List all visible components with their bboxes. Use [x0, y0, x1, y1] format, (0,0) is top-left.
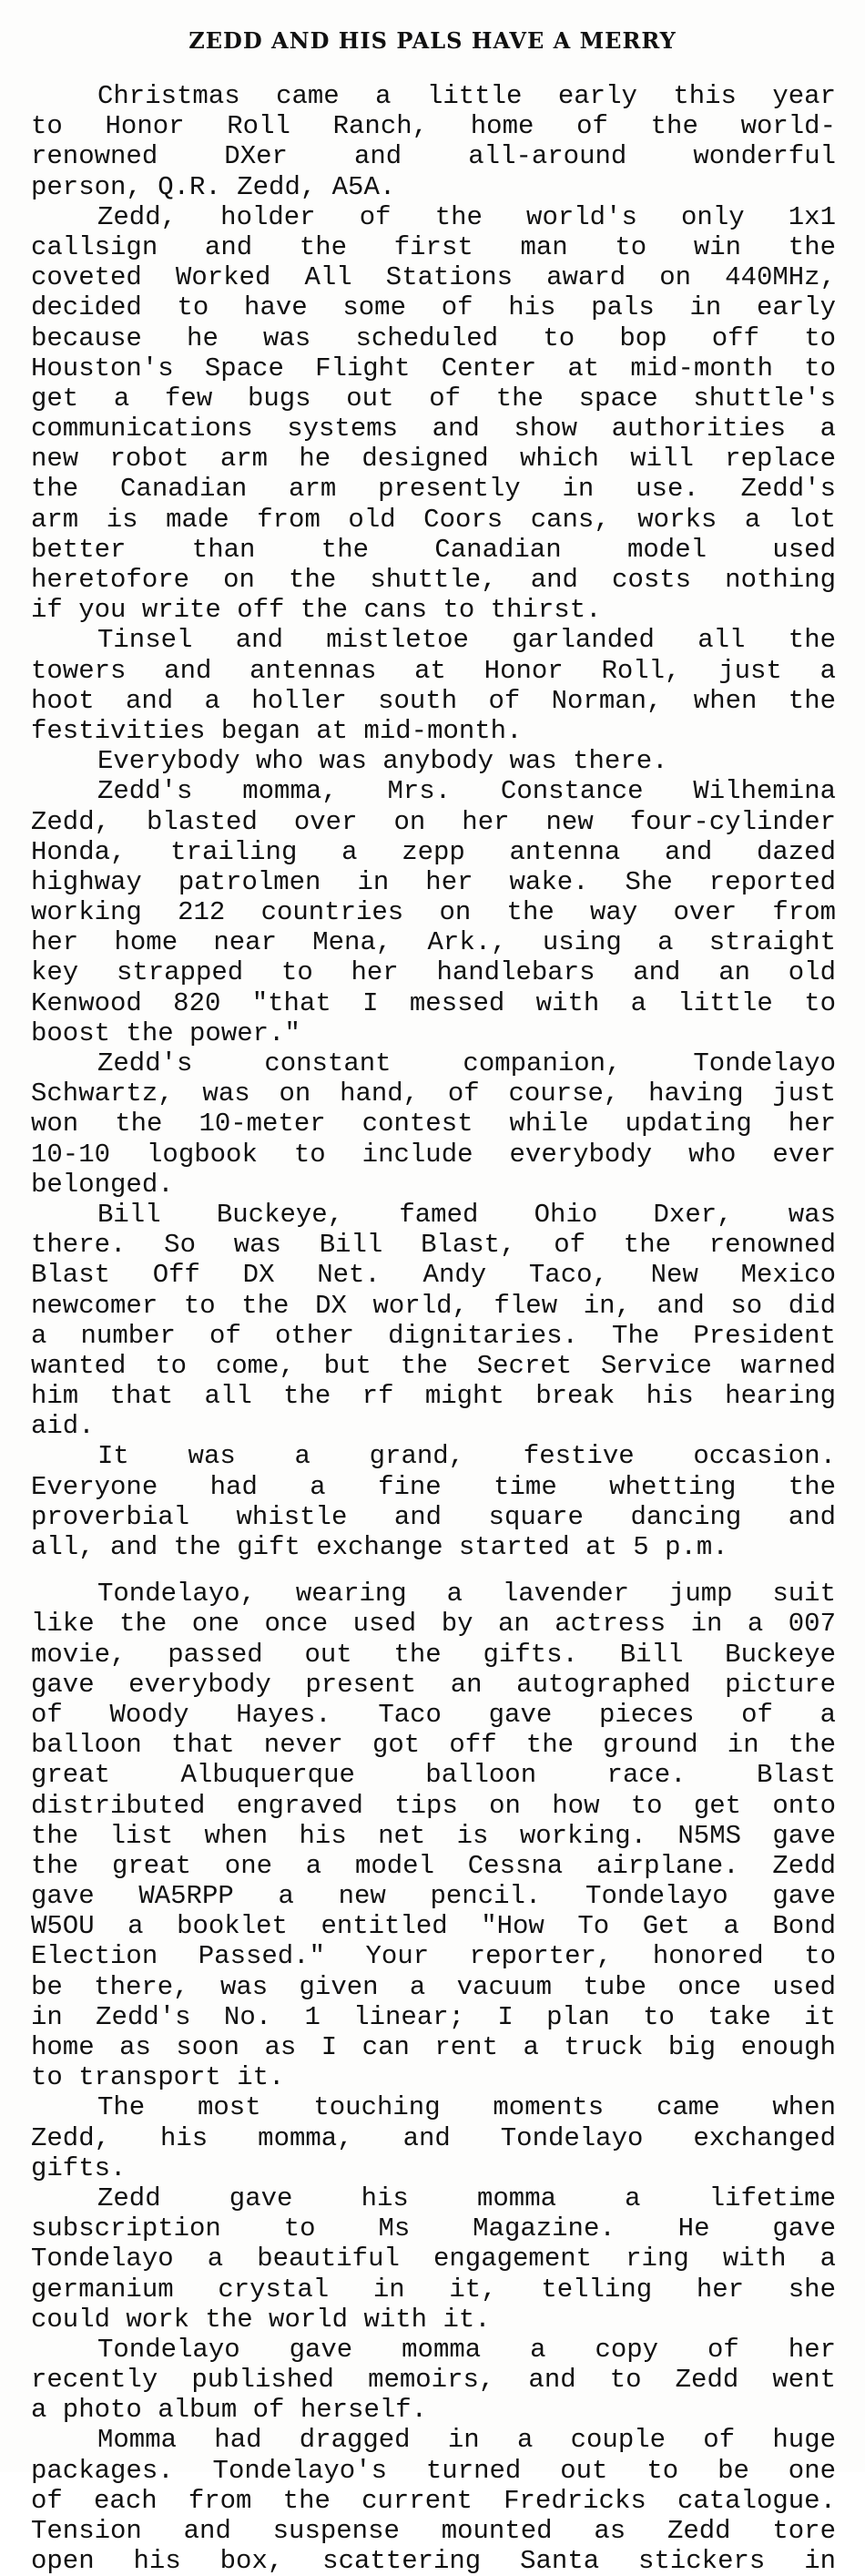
paragraph-gap [31, 1562, 836, 1579]
text-line: to Honor Roll Ranch, home of the world- [31, 111, 836, 142]
paragraph [31, 2183, 836, 2335]
paragraph [31, 1441, 836, 1562]
text-line: Schwartz, was on hand, of course, having just [31, 1078, 836, 1109]
text-line: in Zedd's No. 1 linear; I plan to take it [31, 2001, 836, 2032]
text-line: gifts. [31, 2152, 127, 2183]
text-line: coveted Worked All Stations award on 440MHz, [31, 262, 836, 293]
text-line: germanium crystal in it, telling her she [31, 2274, 836, 2305]
paragraph [31, 1200, 836, 1442]
text-line: Tondelayo gave momma a copy of her [97, 2334, 836, 2365]
text-line: Tondelayo a beautiful engagement ring with a [31, 2244, 836, 2274]
text-line: towers and antennas at Honor Roll, just a [31, 655, 836, 686]
article-body [31, 81, 836, 2576]
paragraph [31, 746, 836, 776]
text-line: It was a grand, festive occasion. [97, 1441, 836, 1472]
text-line: arm is made from old Coors cans, works a lot [31, 504, 836, 535]
text-line: wanted to come, but the Secret Service warned [31, 1350, 836, 1381]
text-line: better than the Canadian model used [31, 534, 836, 565]
paragraph [31, 625, 836, 746]
text-line: because he was scheduled to bop off to [31, 322, 836, 353]
text-line: gave WA5RPP a new pencil. Tondelayo gave [31, 1881, 836, 1912]
text-line: could work the world with it. [31, 2304, 491, 2335]
text-line: aid. [31, 1411, 95, 1442]
text-line: open his box, scattering Santa stickers in [31, 2546, 836, 2576]
text-line: Blast Off DX Net. Andy Taco, New Mexico [31, 1260, 836, 1291]
text-line: highway patrolmen in her wake. She reported [31, 866, 836, 897]
text-line: working 212 countries on the way over from [31, 897, 836, 928]
text-line: to transport it. [31, 2062, 285, 2093]
text-line: newcomer to the DX world, flew in, and so did [31, 1290, 836, 1321]
text-line: recently published memoirs, and to Zedd went [31, 2365, 836, 2396]
text-line: Everyone had a fine time whetting the [31, 1471, 836, 1502]
text-line: belonged. [31, 1169, 174, 1200]
text-line: Bill Buckeye, famed Ohio Dxer, was [97, 1199, 836, 1230]
text-line: won the 10-meter contest while updating her [31, 1109, 836, 1140]
paragraph [31, 81, 836, 202]
text-line: be there, was given a vacuum tube once used [31, 1971, 836, 2002]
text-line: festivities began at mid-month. [31, 715, 523, 746]
text-line: Houston's Space Flight Center at mid-month to [31, 353, 836, 383]
text-line: Zedd's momma, Mrs. Constance Wilhemina [97, 776, 836, 807]
paragraph [31, 1579, 836, 2092]
paragraph [31, 2092, 836, 2183]
text-line: her home near Mena, Ark., using a straight [31, 927, 836, 958]
text-line: new robot arm he designed which will replace [31, 444, 836, 475]
text-line: Zedd, blasted over on her new four-cylinder [31, 806, 836, 837]
text-line: person, Q.R. Zedd, A5A. [31, 171, 396, 202]
text-line: if you write off the cans to thirst. [31, 595, 602, 626]
text-line: boost the power." [31, 1017, 300, 1048]
text-line: the list when his net is working. N5MS gave [31, 1820, 836, 1851]
text-line: key strapped to her handlebars and an old [31, 957, 836, 988]
text-line: the Canadian arm presently in use. Zedd's [31, 474, 836, 505]
paragraph [31, 1048, 836, 1200]
text-line: Zedd, his momma, and Tondelayo exchanged [31, 2122, 836, 2153]
text-line: Tondelayo, wearing a lavender jump suit [97, 1579, 836, 1610]
text-line: gave everybody present an autographed picture [31, 1669, 836, 1700]
text-line: like the one once used by an actress in a 007 [31, 1609, 836, 1640]
text-line: Zedd, holder of the world's only 1x1 [97, 201, 836, 232]
text-line: balloon that never got off the ground in the [31, 1730, 836, 1761]
text-line: Zedd gave his momma a lifetime [97, 2182, 836, 2213]
text-line: Honda, trailing a zepp antenna and dazed [31, 836, 836, 867]
article-title: ZEDD AND HIS PALS HAVE A MERRY [188, 27, 677, 54]
text-line: Election Passed." Your reporter, honored to [31, 1941, 836, 1972]
text-line: The most touching moments came when [97, 2092, 836, 2123]
text-line: of each from the current Fredricks catalogue. [31, 2485, 836, 2516]
text-line: Zedd's constant companion, Tondelayo [97, 1048, 836, 1078]
text-line: renowned DXer and all-around wonderful [31, 141, 836, 172]
text-line: a photo album of herself. [31, 2395, 428, 2426]
text-line: Everybody who was anybody was there. [97, 746, 668, 777]
text-line: Kenwood 820 "that I messed with a little to [31, 987, 836, 1018]
paragraph [31, 776, 836, 1048]
text-line: Tension and suspense mounted as Zedd tore [31, 2516, 836, 2546]
text-line: great Albuquerque balloon race. Blast [31, 1760, 836, 1791]
text-line: Christmas came a little early this year [97, 81, 836, 111]
text-line: all, and the gift exchange started at 5 p.m. [31, 1532, 728, 1562]
text-line: 10-10 logbook to include everybody who ever [31, 1139, 836, 1170]
text-line: communications systems and show authorities a [31, 414, 836, 445]
text-line: him that all the rf might break his hearing [31, 1381, 836, 1412]
text-line: get a few bugs out of the space shuttle's [31, 383, 836, 414]
text-line: a number of other dignitaries. The President [31, 1320, 836, 1351]
text-line: the great one a model Cessna airplane. Zedd [31, 1850, 836, 1881]
text-line: callsign and the first man to win the [31, 231, 836, 262]
text-line: packages. Tondelayo's turned out to be one [31, 2455, 836, 2486]
text-line: proverbial whistle and square dancing and [31, 1501, 836, 1532]
text-line: there. So was Bill Blast, of the renowned [31, 1230, 836, 1261]
paragraph [31, 2335, 836, 2426]
text-line: movie, passed out the gifts. Bill Buckeye [31, 1639, 836, 1670]
text-line: decided to have some of his pals in early [31, 292, 836, 323]
text-line: of Woody Hayes. Taco gave pieces of a [31, 1699, 836, 1730]
text-line: hoot and a holler south of Norman, when the [31, 685, 836, 716]
text-line: Momma had dragged in a couple of huge [97, 2425, 836, 2456]
text-line: distributed engraved tips on how to get onto [31, 1790, 836, 1821]
text-line: subscription to Ms Magazine. He gave [31, 2213, 836, 2244]
text-line: Tinsel and mistletoe garlanded all the [97, 625, 836, 656]
paragraph [31, 2425, 836, 2576]
paragraph [31, 202, 836, 626]
text-line: home as soon as I can rent a truck big enough [31, 2032, 836, 2062]
text-line: heretofore on the shuttle, and costs nothing [31, 565, 836, 595]
text-line: W5OU a booklet entitled "How To Get a Bond [31, 1911, 836, 1942]
